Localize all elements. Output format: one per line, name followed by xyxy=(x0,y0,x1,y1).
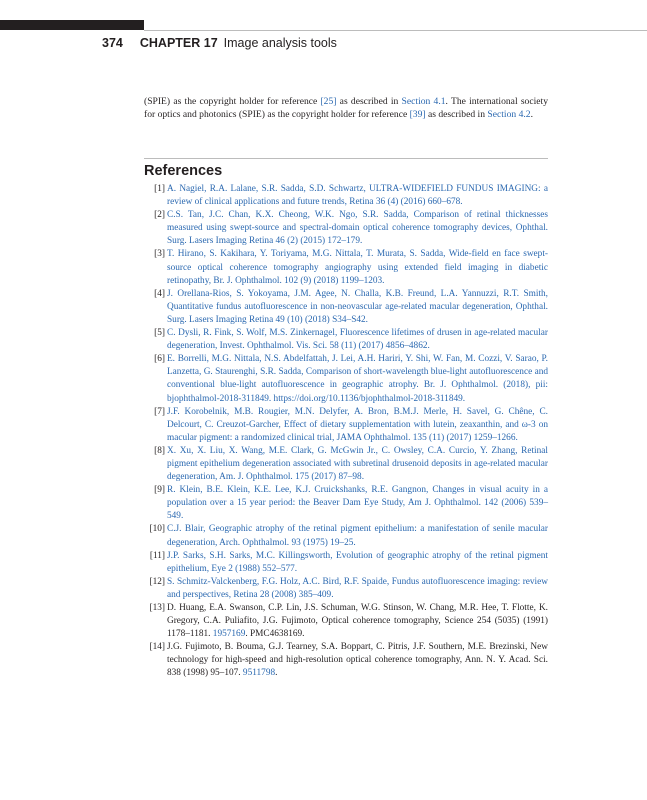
reference-item xyxy=(144,406,548,445)
intro-paragraph xyxy=(144,95,548,121)
header-bar xyxy=(0,20,144,30)
reference-list xyxy=(144,183,548,681)
reference-item xyxy=(144,248,548,287)
reference-text[interactable]: C.S. Tan, J.C. Chan, K.X. Cheong, W.K. Ngo, S.R. Sadda, Comparison of retinal thicknesses measured using swept-source and spectral-domain optical coherence tomography devices, Ophthal. Surg. Lasers Imaging Retina 46 (2) (2015) 172–179. xyxy=(167,210,548,247)
reference-text[interactable]: S. Schmitz-Valckenberg, F.G. Holz, A.C. Bird, R.F. Spaide, Fundus autofluorescence imaging: review and perspectives, Retina 28 (2008) 385–409. xyxy=(167,576,548,600)
reference-item xyxy=(144,576,548,602)
reference-body xyxy=(167,289,548,325)
reference-number: [7] xyxy=(154,406,165,417)
reference-text[interactable]: C. Dysli, R. Fink, S. Wolf, M.S. Zinkernagel, Fluorescence lifetimes of drusen in age-related macular degeneration, Invest. Ophthalmol. Vis. Sci. 58 (11) (2017) 4856–4862. xyxy=(167,328,548,352)
intro-text: . The international society for optics and photonics (SPIE) as the copyright holder for reference xyxy=(144,96,548,121)
reference-body xyxy=(167,642,548,678)
reference-item xyxy=(144,550,548,576)
reference-number: [4] xyxy=(154,288,165,299)
reference-number: [8] xyxy=(154,445,165,456)
citation-link-25[interactable]: [25] xyxy=(320,96,337,107)
reference-item xyxy=(144,523,548,549)
section-divider xyxy=(144,158,548,159)
reference-text: D. Huang, E.A. Swanson, C.P. Lin, J.S. Schuman, W.G. Stinson, W. Chang, M.R. Hee, T. Flotte, K. Gregory, C.A. Puliafito, J.G. Fujimoto, Optical coherence tomography, Science 254 (5035) (1991) 1178–1181. xyxy=(167,603,548,640)
reference-item xyxy=(144,641,548,680)
section-link-4-2[interactable]: Section 4.2 xyxy=(487,109,531,121)
reference-text: J.G. Fujimoto, B. Bouma, G.J. Tearney, S.A. Boppart, C. Pitris, J.F. Southern, M.E. Brezinski, New technology for high-speed and high-resolution optical coherence tomography, Ann. N. Y. Acad. Sci. 838 (1998) 95–107. xyxy=(167,642,548,679)
reference-body xyxy=(167,354,548,403)
reference-item xyxy=(144,183,548,209)
reference-item xyxy=(144,327,548,353)
reference-number: [11] xyxy=(149,550,165,561)
reference-item xyxy=(144,353,548,405)
page-number: 374 xyxy=(102,36,123,50)
chapter-title: Image analysis tools xyxy=(223,36,337,50)
reference-item xyxy=(144,209,548,248)
reference-number: [1] xyxy=(154,184,165,194)
reference-text[interactable]: X. Xu, X. Liu, X. Wang, M.E. Clark, G. McGwin Jr., C. Owsley, C.A. Curcio, Y. Zhang, Retinal pigment epithelium degeneration associated with subretinal drusenoid deposits in age-related macular degeneration, Am. J. Ophthalmol. 175 (2017) 87–98. xyxy=(167,445,548,483)
reference-text[interactable]: J. Orellana-Rios, S. Yokoyama, J.M. Agee, N. Challa, K.B. Freund, L.A. Yannuzzi, R.T. Smith, Quantitative fundus autofluorescence in non-neovascular age-related macular degeneration, Ophthal. Surg. Lasers Imaging Retina 49 (10) (2018) S34–S42. xyxy=(167,288,548,325)
reference-number: [6] xyxy=(154,354,165,365)
reference-number: [3] xyxy=(154,249,165,260)
reference-text[interactable]: C.J. Blair, Geographic atrophy of the retinal pigment epithelium: a manifestation of senile macular degeneration, Arch. Ophthalmol. 93 (1975) 19–25. xyxy=(167,524,548,548)
reference-body xyxy=(167,210,548,246)
reference-body xyxy=(167,485,548,521)
reference-text[interactable]: J.F. Korobelnik, M.B. Rougier, M.N. Delyfer, A. Bron, B.M.J. Merle, H. Savel, G. Chêne, C. Delcourt, C. Creuzot-Garcher, Effect of dietary supplementation with lutein, zeaxanthin, and ω-3 on macular pigment: a randomized clinical trial, JAMA Ophthalmol. 135 (11) (2017) 1259–1266. xyxy=(167,406,548,443)
reference-item xyxy=(144,602,548,641)
reference-number: [9] xyxy=(154,485,165,496)
intro-text: as described in xyxy=(425,109,488,121)
header-rule xyxy=(144,30,647,31)
reference-body xyxy=(167,603,548,639)
reference-item xyxy=(144,484,548,523)
reference-body xyxy=(167,328,548,351)
reference-body xyxy=(167,249,548,285)
reference-body xyxy=(167,524,548,547)
reference-text[interactable]: T. Hirano, S. Kakihara, Y. Toriyama, M.G. Nittala, T. Murata, S. Sadda, Wide-field en face swept-source optical coherence tomography angiography using extended field imaging in diabetic retinopathy, Br. J. Ophthalmol. 102 (9) (2018) 1199–1203. xyxy=(167,249,548,286)
chapter-label: CHAPTER 17 xyxy=(139,36,218,50)
reference-number: [14] xyxy=(149,642,165,653)
reference-body xyxy=(167,577,548,600)
reference-number: [5] xyxy=(154,328,165,339)
reference-body xyxy=(167,446,548,482)
pubmed-link[interactable]: 9511798 xyxy=(242,668,276,679)
intro-text: (SPIE) as the copyright holder for reference xyxy=(144,96,321,107)
intro-text: . xyxy=(530,109,533,121)
reference-item xyxy=(144,445,548,484)
reference-number: [10] xyxy=(149,524,165,535)
citation-link-39[interactable]: [39] xyxy=(409,109,426,121)
reference-body xyxy=(167,407,548,443)
intro-text: as described in xyxy=(336,96,402,107)
reference-text[interactable]: A. Nagiel, R.A. Lalane, S.R. Sadda, S.D. Schwartz, ULTRA-WIDEFIELD FUNDUS IMAGING: a review of clinical applications and future trends, Retina 36 (4) (2016) 660–678. xyxy=(167,184,548,208)
reference-suffix: . xyxy=(275,668,278,679)
reference-text[interactable]: R. Klein, B.E. Klein, K.E. Lee, K.J. Cruickshanks, R.E. Gangnon, Changes in visual acuity in a population over a 15 year period: the Beaver Dam Eye Study, Am J. Ophthalmol. 142 (2006) 539–549. xyxy=(167,485,548,522)
section-link-4-1[interactable]: Section 4.1 xyxy=(401,96,446,107)
reference-number: [2] xyxy=(154,210,165,221)
reference-item xyxy=(144,288,548,327)
reference-body xyxy=(167,551,548,574)
running-head xyxy=(102,36,337,50)
references-heading: References xyxy=(144,163,223,179)
reference-suffix: . PMC4638169. xyxy=(245,629,305,640)
reference-text[interactable]: E. Borrelli, M.G. Nittala, N.S. Abdelfattah, J. Lei, A.H. Hariri, Y. Shi, W. Fan, M. Cozzi, V. Sarao, P. Lanzetta, G. Staurenghi, S.R. Sadda, Comparison of short-wavelength blue-light autofluorescence and conventional blue-light autofluorescence in geographic atrophy. Br. J. Ophthalmol. (2018), pii: bjophthalmol-2018-311849. https://doi.org/10.1136/bjophthalmol-2018-311849. xyxy=(167,354,548,404)
reference-body xyxy=(167,184,548,207)
pubmed-link[interactable]: 1957169 xyxy=(212,629,246,640)
reference-number: [12] xyxy=(149,576,165,587)
reference-number: [13] xyxy=(149,603,165,613)
reference-text[interactable]: J.P. Sarks, S.H. Sarks, M.C. Killingsworth, Evolution of geographic atrophy of the retinal pigment epithelium, Eye 2 (1988) 552–577. xyxy=(167,550,548,574)
